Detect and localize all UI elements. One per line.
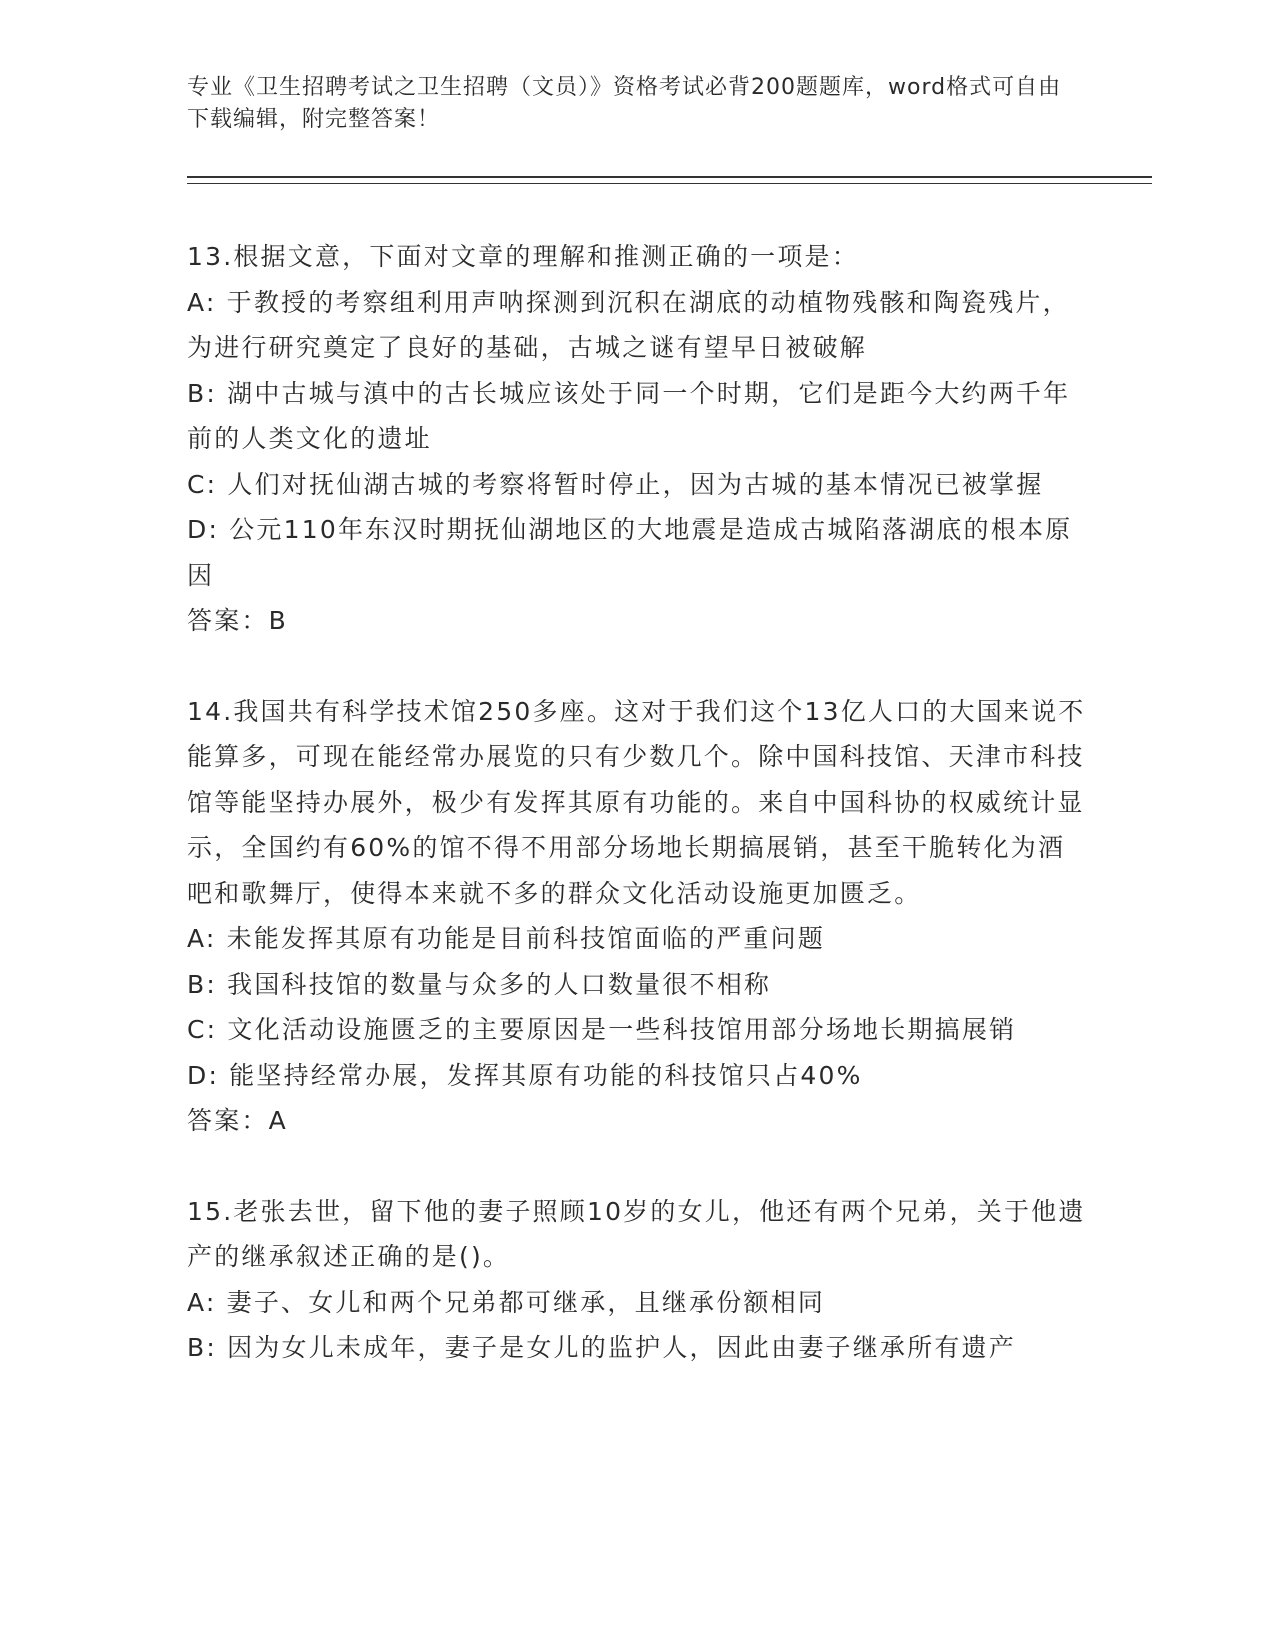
option-d: D: 公元110年东汉时期抚仙湖地区的大地震是造成古城陷落湖底的根本原因 bbox=[187, 515, 1073, 590]
document-header bbox=[187, 72, 1077, 136]
question-stem: 13.根据文意，下面对文章的理解和推测正确的一项是： bbox=[187, 242, 859, 271]
option-b: B: 我国科技馆的数量与众多的人口数量很不相称 bbox=[187, 969, 772, 999]
answer: 答案：B bbox=[187, 606, 288, 635]
header-rule-thin bbox=[187, 183, 1152, 184]
question-stem: 15.老张去世，留下他的妻子照顾10岁的女儿，他还有两个兄弟，关于他遗产的继承叙述正确的是()。 bbox=[187, 1196, 1086, 1271]
option-d: D: 能坚持经常办展，发挥其原有功能的科技馆只占40% bbox=[187, 1060, 863, 1090]
option-b: B: 湖中古城与滇中的古长城应该处于同一个时期，它们是距今大约两千年前的人类文化的遗址 bbox=[187, 378, 1071, 453]
question-list bbox=[187, 234, 1087, 1371]
answer: 答案：A bbox=[187, 1106, 288, 1135]
question-14 bbox=[187, 689, 1087, 1144]
question-13 bbox=[187, 234, 1087, 644]
option-c: C: 人们对抚仙湖古城的考察将暂时停止，因为古城的基本情况已被掌握 bbox=[187, 469, 1044, 499]
question-15 bbox=[187, 1189, 1087, 1371]
question-stem: 14.我国共有科学技术馆250多座。这对于我们这个13亿人口的大国来说不能算多，可现在能经常办展览的只有少数几个。除中国科技馆、天津市科技馆等能坚持办展外，极少有发挥其原有功能的。来自中国科协的权威统计显示，全国约有60%的馆不得不用部分场地长期搞展销，甚至干脆转化为酒吧和歌舞厅，使得本来就不多的群众文化活动设施更加匮乏。 bbox=[187, 696, 1086, 908]
option-a: A: 妻子、女儿和两个兄弟都可继承，且继承份额相同 bbox=[187, 1287, 826, 1317]
header-rule-thick bbox=[187, 176, 1152, 178]
option-c: C: 文化活动设施匮乏的主要原因是一些科技馆用部分场地长期搞展销 bbox=[187, 1015, 1017, 1044]
option-a: A: 未能发挥其原有功能是目前科技馆面临的严重问题 bbox=[187, 924, 826, 953]
option-b: B: 因为女儿未成年，妻子是女儿的监护人，因此由妻子继承所有遗产 bbox=[187, 1333, 1016, 1362]
option-a: A: 于教授的考察组利用声呐探测到沉积在湖底的动植物残骸和陶瓷残片，为进行研究奠定了良好的基础，古城之谜有望早日被破解 bbox=[187, 287, 1070, 362]
header-text: 专业《卫生招聘考试之卫生招聘（文员）》资格考试必背200题题库，word格式可自由下载编辑，附完整答案！ bbox=[187, 75, 1062, 132]
